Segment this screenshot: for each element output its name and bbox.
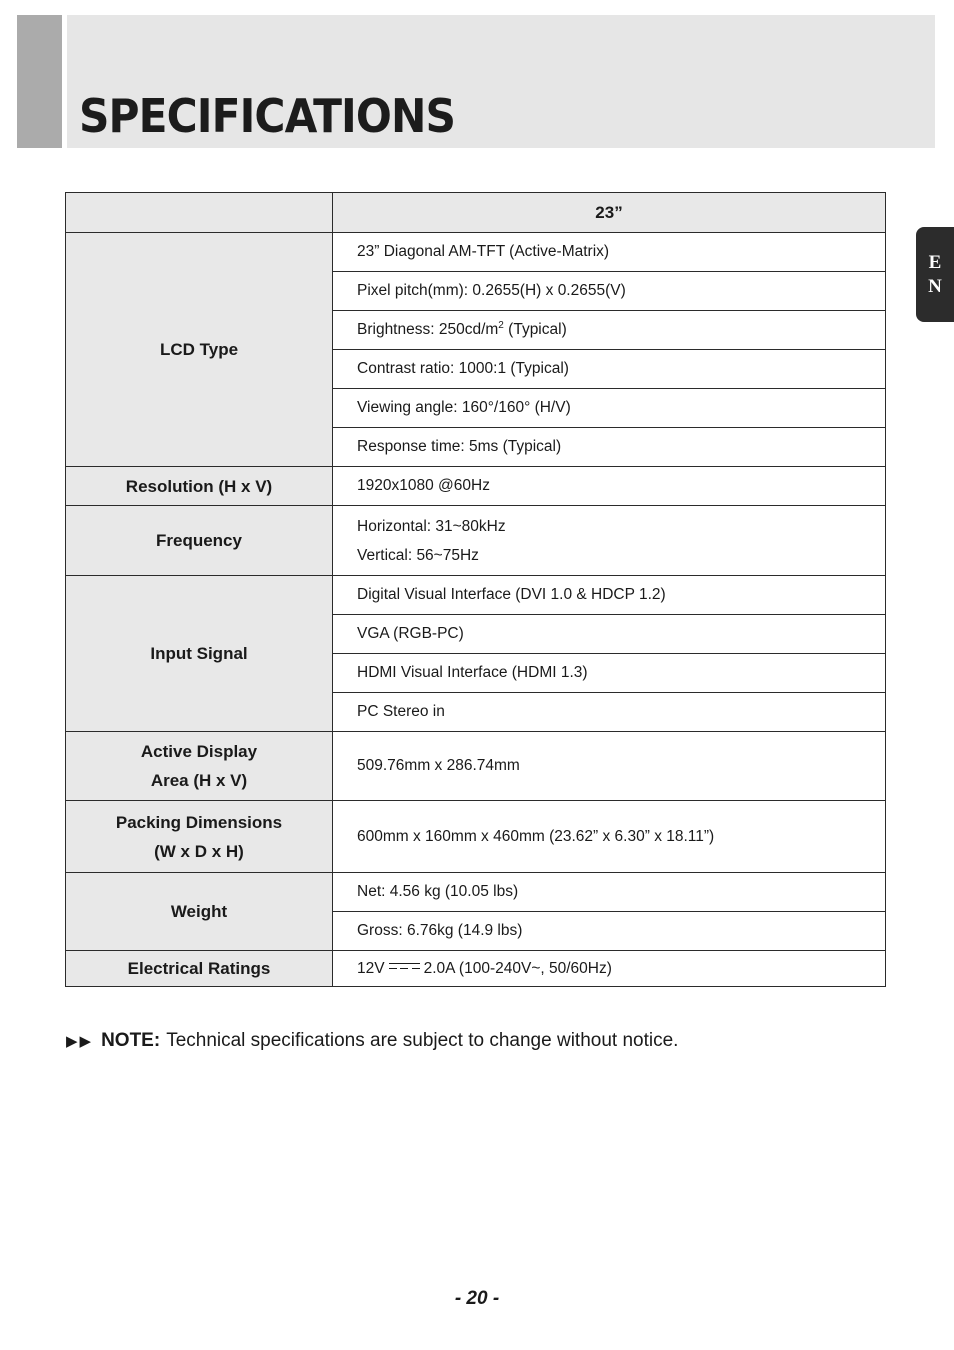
frequency-horizontal: Horizontal: 31~80kHz	[357, 517, 506, 535]
input-signal-value: HDMI Visual Interface (HDMI 1.3)	[333, 654, 886, 693]
input-signal-value: VGA (RGB-PC)	[333, 615, 886, 654]
lcd-type-value: Viewing angle: 160°/160° (H/V)	[333, 389, 886, 428]
table-header-row	[66, 193, 886, 233]
table-row	[66, 951, 886, 987]
active-display-label	[66, 732, 333, 801]
brightness-text: Brightness: 250cd/m	[357, 321, 499, 339]
lcd-type-value: Response time: 5ms (Typical)	[333, 428, 886, 467]
electrical-ratings-label: Electrical Ratings	[66, 951, 333, 987]
lcd-type-value: Pixel pitch(mm): 0.2655(H) x 0.2655(V)	[333, 272, 886, 311]
model-size-header: 23”	[333, 193, 886, 233]
weight-gross-value: Gross: 6.76kg (14.9 lbs)	[333, 912, 886, 951]
double-arrow-icon: ▶▶	[66, 1033, 94, 1050]
frequency-label: Frequency	[66, 506, 333, 576]
brightness-suffix: (Typical)	[503, 321, 567, 339]
brightness-value	[333, 311, 886, 350]
note-label: NOTE:	[101, 1030, 161, 1051]
brightness-superscript: 2	[498, 320, 504, 332]
page-title: SPECIFICATIONS	[79, 89, 456, 143]
table-row	[66, 576, 886, 615]
language-tab-letter: N	[928, 275, 942, 297]
electrical-current: 2.0A (100-240V~, 50/60Hz)	[423, 959, 612, 977]
specifications-table	[65, 192, 886, 987]
table-row	[66, 801, 886, 873]
frequency-vertical: Vertical: 56~75Hz	[357, 546, 479, 564]
resolution-label: Resolution (H x V)	[66, 467, 333, 506]
active-display-value: 509.76mm x 286.74mm	[333, 732, 886, 801]
input-signal-value: Digital Visual Interface (DVI 1.0 & HDCP 1.2)	[333, 576, 886, 615]
table-row	[66, 467, 886, 506]
language-tab-letter: E	[928, 251, 942, 273]
input-signal-value: PC Stereo in	[333, 693, 886, 732]
header-accent-bar	[17, 15, 62, 148]
weight-label: Weight	[66, 873, 333, 951]
note-text: Technical specifications are subject to change without notice.	[166, 1030, 679, 1051]
lcd-type-label: LCD Type	[66, 233, 333, 467]
electrical-voltage: 12V	[357, 959, 385, 977]
resolution-value: 1920x1080 @60Hz	[333, 467, 886, 506]
electrical-ratings-value	[333, 951, 886, 987]
page-number: - 20 -	[454, 1288, 500, 1309]
active-display-label-line: Active Display	[140, 742, 258, 761]
input-signal-label: Input Signal	[66, 576, 333, 732]
table-row	[66, 233, 886, 272]
lcd-type-value: 23” Diagonal AM-TFT (Active-Matrix)	[333, 233, 886, 272]
active-display-label-line: Area (H x V)	[150, 771, 248, 790]
table-row	[66, 732, 886, 801]
table-row	[66, 873, 886, 912]
table-header-empty	[66, 193, 333, 233]
table-row	[66, 506, 886, 576]
language-tab	[916, 227, 954, 322]
packing-dimensions-label-line: (W x D x H)	[154, 841, 244, 861]
weight-net-value: Net: 4.56 kg (10.05 lbs)	[333, 873, 886, 912]
lcd-type-value: Contrast ratio: 1000:1 (Typical)	[333, 350, 886, 389]
packing-dimensions-label	[66, 801, 333, 873]
dc-power-icon	[389, 963, 420, 970]
note	[66, 1030, 678, 1052]
packing-dimensions-label-line: Packing Dimensions	[115, 812, 283, 832]
packing-dimensions-value: 600mm x 160mm x 460mm (23.62” x 6.30” x 18.11”)	[333, 801, 886, 873]
frequency-value	[333, 506, 886, 576]
